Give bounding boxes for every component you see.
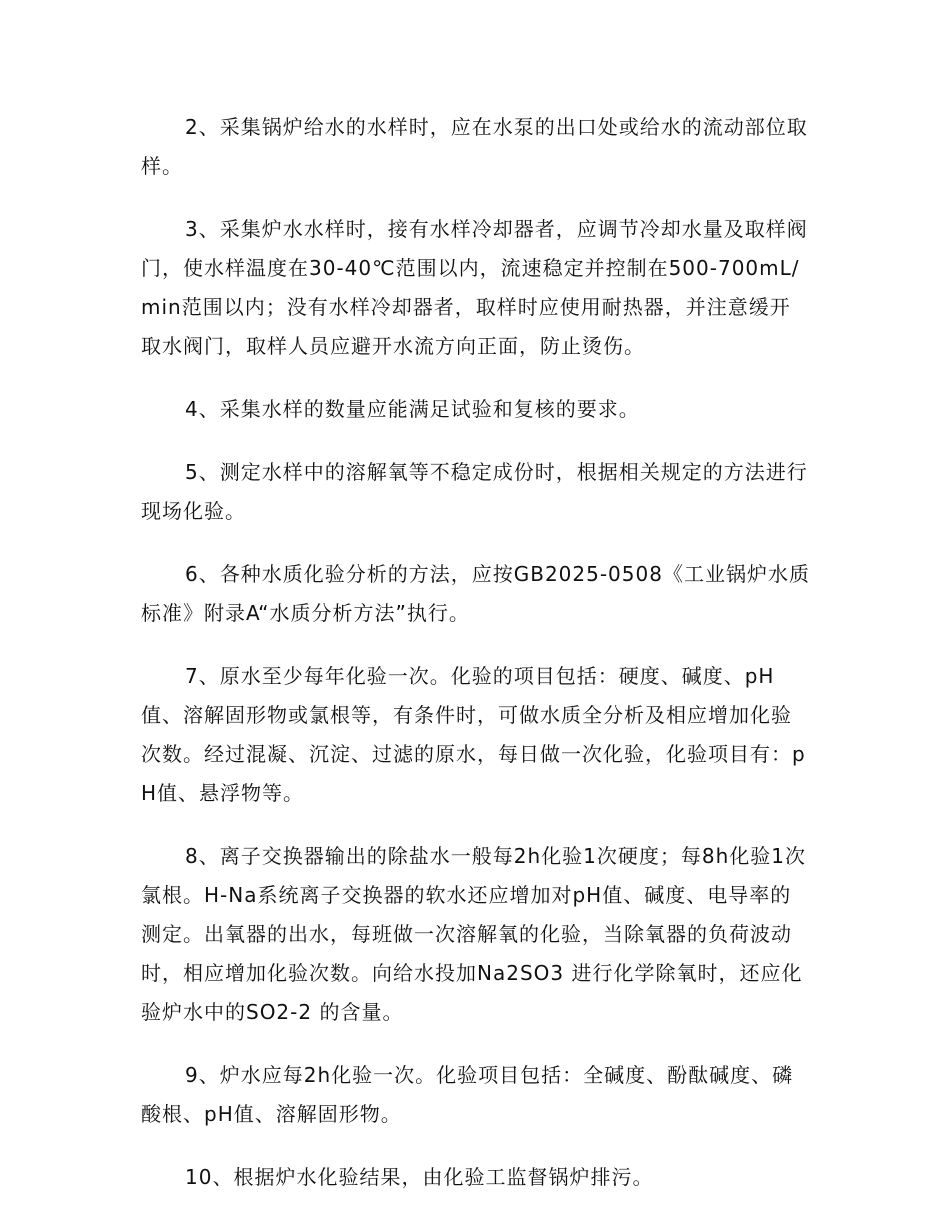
paragraph-item-10: 10、根据炉水化验结果，由化验工监督锅炉排污。 <box>185 1165 654 1189</box>
paragraph-item-7: 7、原水至少每年化验一次。化验的项目包括：硬度、碱度、pH值、溶解固形物或氯根等，有条件时，可做水质全分析及相应增加化验次数。经过混凝、沉淀、过滤的原水，每日做一次化验，化验项目有：pH值、悬浮物等。 <box>141 664 806 805</box>
paragraph-item-8: 8、离子交换器输出的除盐水一般每2h化验1次硬度；每8h化验1次氯根。H-Na系统离子交换器的软水还应增加对pH值、碱度、电导率的测定。出氧器的出水，每班做一次溶解氧的化验，当除氧器的负荷波动时，相应增加化验次数。向给水投加Na2SO3 进行化学除氧时，还应化验炉水中的SO2-2 的含量。 <box>141 844 806 1024</box>
paragraph-item-4: 4、采集水样的数量应能满足试验和复核的要求。 <box>185 397 640 421</box>
paragraph-item-6: 6、各种水质化验分析的方法，应按GB2025-0508《工业锅炉水质标准》附录A“水质分析方法”执行。 <box>141 562 810 625</box>
paragraph-item-2: 2、采集锅炉给水的水样时，应在水泵的出口处或给水的流动部位取样。 <box>141 115 808 178</box>
paragraph-item-5: 5、测定水样中的溶解氧等不稳定成份时，根据相关规定的方法进行现场化验。 <box>141 460 808 523</box>
document-body <box>141 108 811 1221</box>
paragraph-item-3: 3、采集炉水水样时，接有水样冷却器者，应调节冷却水量及取样阀门，使水样温度在30-40℃范围以内，流速稳定并控制在500-700mL/min范围以内；没有水样冷却器者，取样时应使用耐热器，并注意缓开取水阀门，取样人员应避开水流方向正面，防止烫伤。 <box>141 217 808 358</box>
paragraph-item-9: 9、炉水应每2h化验一次。化验项目包括：全碱度、酚酞碱度、磷酸根、pH值、溶解固形物。 <box>141 1063 794 1126</box>
